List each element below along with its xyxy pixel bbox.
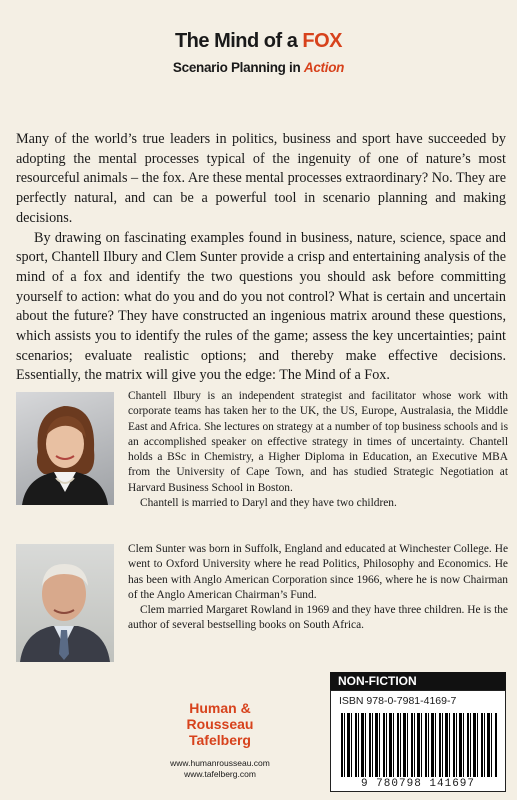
title-main: The Mind of a: [174, 30, 303, 52]
author-bio-chantell: [128, 389, 508, 511]
author-bio-clem: [128, 542, 508, 634]
bio-chantell-paragraph-1: Chantell Ilbury is an independent strategist and facilitator whose work with corporate teams has taken her to the UK, the US, Europe, Australasia, the Middle East and Africa. She lectures on strategy at a number of top business schools and is an accomplished speaker on effective strategy in times of uncertainty. Chantell holds a BSc in Chemistry, a Higher Diploma in Education, an Executive MBA from the University of Cape Town, and has studied Strategic Negotiation at Harvard Business School in Boston.: [128, 390, 508, 494]
subtitle-action: Action: [303, 60, 345, 75]
barcode-box: [330, 690, 506, 792]
blurb-paragraph-1: Many of the world’s true leaders in politics, business and sport have succeeded by adopting the mental processes typical of the ingenuity of one of nature’s most resourceful animals – the fox. Are these mental processes extraordinary? No. They are perfectly natural, and can be a powerful tool in scenario planning and making decisions.: [16, 131, 506, 226]
bio-clem-paragraph-1: Clem Sunter was born in Suffolk, England and educated at Winchester College. He went to Oxford University where he read Politics, Philosophy and Economics. He has been with Anglo American Corporation since 1966, where he is now Chairman of the Anglo American Chairman’s Fund.: [128, 543, 508, 601]
isbn-text: ISBN 978-0-7981-4169-7: [339, 695, 457, 707]
bio-clem-paragraph-2: Clem married Margaret Rowland in 1969 and they have three children. He is the author of several bestselling books on South Africa.: [128, 604, 508, 632]
book-subtitle: [0, 60, 517, 75]
publisher-urls: [150, 758, 290, 780]
publisher-logo: [150, 700, 290, 748]
barcode-digits: 9 780798 141697: [331, 778, 505, 790]
publisher-url-2: www.tafelberg.com: [184, 769, 256, 779]
blurb-paragraph-2: By drawing on fascinating examples found in business, nature, science, space and sport, Chantell Ilbury and Clem Sunter provide a crisp and entertaining analysis of the mind of a fox and identify the two questions you should ask before committing yourself to action: what do you and do you not control? What is certain and uncertain about the future? They have constructed an ingenious matrix around these questions, which assists you to identify the rules of the game; assess the key uncertainties; paint scenarios; evaluate realistic options; and thereby make effective decisions. Essentially, the matrix will give you the edge: The Mind of a Fox.: [16, 229, 506, 384]
publisher-line-1: Human &: [189, 700, 251, 716]
publisher-line-3: Tafelberg: [189, 732, 251, 748]
book-title: [0, 30, 517, 53]
blurb: [16, 130, 506, 386]
subtitle-main: Scenario Planning in: [172, 60, 304, 75]
title-fox: FOX: [302, 30, 343, 52]
bio-chantell-paragraph-2: Chantell is married to Daryl and they have two children.: [140, 497, 397, 510]
barcode: [341, 713, 497, 777]
publisher-url-1: www.humanrousseau.com: [170, 758, 270, 768]
category-label: NON-FICTION: [330, 672, 506, 690]
publisher-line-2: Rousseau: [186, 716, 254, 732]
author-photo-chantell: [16, 392, 114, 505]
author-photo-clem: [16, 544, 114, 662]
